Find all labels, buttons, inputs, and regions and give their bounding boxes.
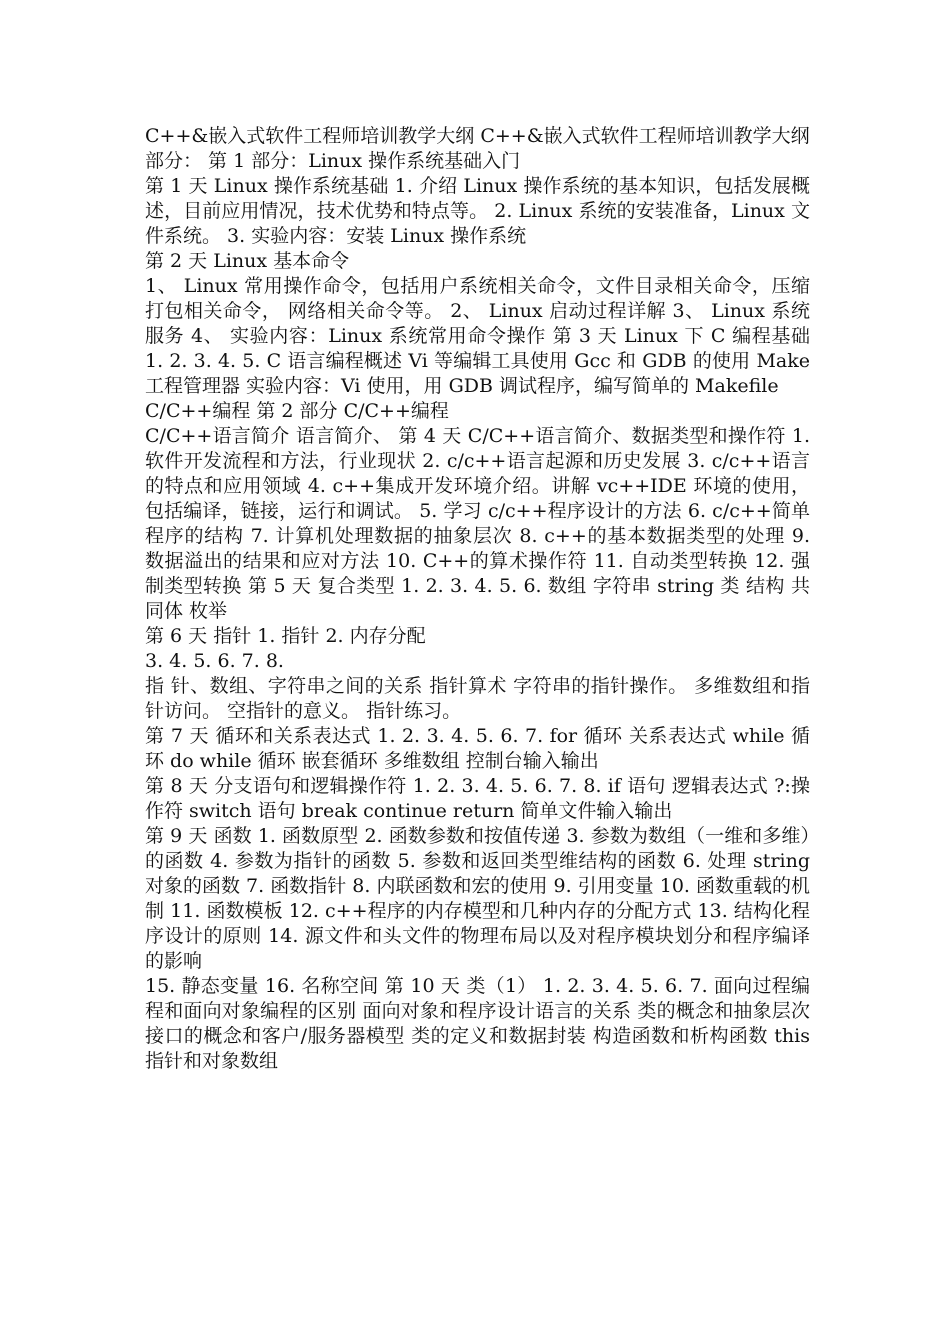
day-4-5-paragraph: C/C++语言简介 语言简介、 第 4 天 C/C++语言简介、数据类型和操作符 1. 软件开发流程和方法，行业现状 2. c/c++语言起源和历史发展 3. c/c++语言的特点和应用领域 4. c++集成开发环境介绍。讲解 vc++IDE 环境的使用，包括编译，链接，运行和调试。 5. 学习 c/c++程序设计的方法 6. c/c++简单程序的结构 7. 计算机处理数据的抽象层次 8. c++的基本数据类型的处理 9. 数据溢出的结果和应对方法 10. C++的算术操作符 11. 自动类型转换 12. 强制类型转换 第 5 天 复合类型 1. 2. 3. 4. 5. 6. 数组 字符串 string 类 结构 共同体 枚举	[145, 425, 810, 622]
day-9-paragraph: 第 9 天 函数 1. 函数原型 2. 函数参数和按值传递 3. 参数为数组（一维和多维）的函数 4. 参数为指针的函数 5. 参数和返回类型维结构的函数 6. 处理 string 对象的函数 7. 函数指针 8. 内联函数和宏的使用 9. 引用变量 10. 函数重载的机制 11. 函数模板 12. c++程序的内存模型和几种内存的分配方式 13. 结构化程序设计的原则 14. 源文件和头文件的物理布局以及对程序模块划分和程序编译的影响	[145, 825, 810, 972]
day-6-heading: 第 6 天 指针 1. 指针 2. 内存分配	[145, 625, 426, 647]
day-7-paragraph: 第 7 天 循环和关系表达式 1. 2. 3. 4. 5. 6. 7. for 循环 关系表达式 while 循环 do while 循环 嵌套循环 多维数组 控制台输入输出	[145, 725, 810, 772]
day-2-3-paragraph: 1、 Linux 常用操作命令，包括用户系统相关命令，文件目录相关命令，压缩打包相关命令， 网络相关命令等。 2、 Linux 启动过程详解 3、 Linux 系统服务 4、 实验内容：Linux 系统常用命令操作 第 3 天 Linux 下 C 编程基础 1. 2. 3. 4. 5. C 语言编程概述 Vi 等编辑工具使用 Gcc 和 GDB 的使用 Make 工程管理器 实验内容：Vi 使用，用 GDB 调试程序，编写简单的 Makefile	[145, 275, 810, 397]
day-6-numbering: 3. 4. 5. 6. 7. 8.	[145, 650, 284, 672]
title-paragraph: C++&嵌入式软件工程师培训教学大纲 C++&嵌入式软件工程师培训教学大纲	[145, 125, 810, 147]
day-6-paragraph: 指 针、数组、字符串之间的关系 指针算术 字符串的指针操作。 多维数组和指针访问。 空指针的意义。 指针练习。	[145, 675, 810, 722]
day-2-heading: 第 2 天 Linux 基本命令	[145, 250, 350, 272]
day-1-paragraph: 第 1 天 Linux 操作系统基础 1. 介绍 Linux 操作系统的基本知识，包括发展概述，目前应用情况，技术优势和特点等。 2. Linux 系统的安装准备，Linux 文件系统。 3. 实验内容：安装 Linux 操作系统	[145, 175, 810, 247]
part-2-heading: C/C++编程 第 2 部分 C/C++编程	[145, 400, 449, 422]
part-1-heading: 部分： 第 1 部分：Linux 操作系统基础入门	[145, 150, 521, 172]
day-10-paragraph: 15. 静态变量 16. 名称空间 第 10 天 类（1） 1. 2. 3. 4. 5. 6. 7. 面向过程编程和面向对象编程的区别 面向对象和程序设计语言的关系 类的概念和抽象层次 接口的概念和客户/服务器模型 类的定义和数据封装 构造函数和析构函数 this 指针和对象数组	[145, 975, 810, 1072]
document-body	[145, 124, 810, 1074]
day-8-paragraph: 第 8 天 分支语句和逻辑操作符 1. 2. 3. 4. 5. 6. 7. 8. if 语句 逻辑表达式 ?:操作符 switch 语句 break continue return 简单文件输入输出	[145, 775, 810, 822]
